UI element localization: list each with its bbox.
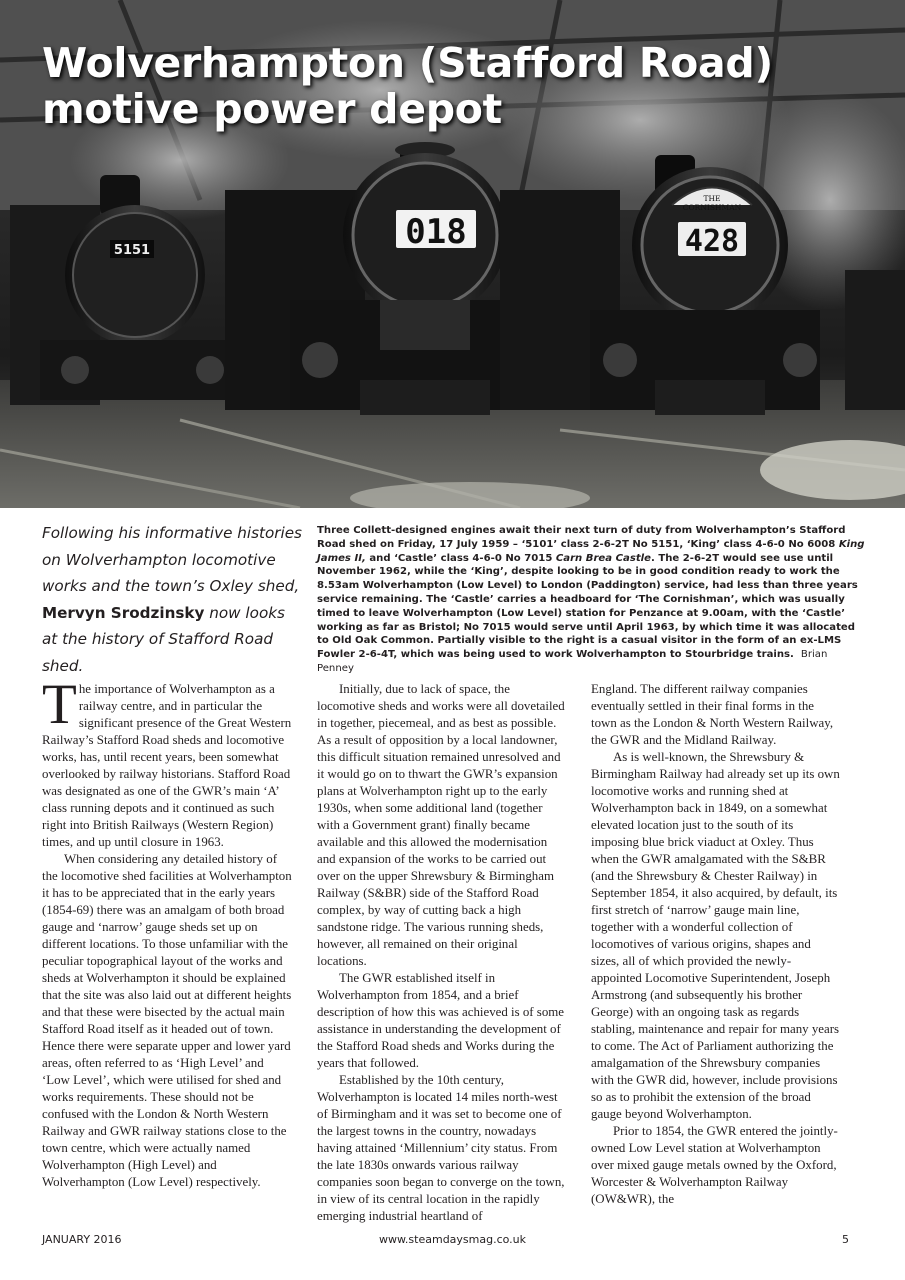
caption-text-3: . The 2-6-2T would see use until November 1962, while the ‘King’, despite looking to be in good condition ready to work the 8.53am Wolverhampton (Low Level) to London (Paddington) service, had less than three years service remaining. The ‘Castle’ carries a headboard for ‘The Cornishman’, which was usually timed to leave Wolverhampton (Low Level) station for Penzance at 9.00am, with the ‘Castle’ working as far as Bristol; No 7015 would serve until April 1963, by which time it was allocated to Old Oak Common. Partially visible to the right is a casual visitor in the form of an ex-LMS Fowler 2-6-4T, which was being used to work Wolverhampton to Stourbridge trains. <box>317 552 858 661</box>
footer-website: www.steamdaysmag.co.uk <box>378 1233 527 1246</box>
caption-loco-name-1: King James II, <box>317 538 865 564</box>
caption-text-1: Three Collett-designed engines await their next turn of duty from Wolverhampton’s Stafford Road shed on Friday, 17 July 1959 – ‘5101’ class 2-6-2T No 5151, ‘King’ class 4-6-0 No 6008 <box>317 525 846 550</box>
body-paragraph: Prior to 1854, the GWR entered the jointly-owned Low Level station at Wolverhampton over mixed gauge metals owned by the Oxford, Worcester & Wolverhampton Railway (OW&WR), the <box>591 1124 838 1206</box>
title-line-2: motive power depot <box>42 85 502 133</box>
paragraph-text: he importance of Wolverhampton as a railway centre, and in particular the significant presence of the Great Western Railway’s Stafford Road sheds and locomotive works, has, until recent years, been somewhat overlooked by railway historians. Stafford Road was designated as one of the GWR’s main ‘A’ class running depots and it continued as such right into British Railways (Western Region) times, and up until closure in 1963. <box>42 682 292 849</box>
page-title <box>42 40 773 132</box>
smokebox-number-428: 428 <box>684 224 740 259</box>
body-paragraph: The GWR established itself in Wolverhampton from 1854, and a brief description of how this was achieved is of some assistance in understanding the development of the Stafford Road sheds and Works during the years that followed. <box>317 971 565 1070</box>
standfirst-text-2: now looks at the history of Stafford Road shed. <box>42 603 285 675</box>
body-column-1 <box>42 673 292 1191</box>
smokebox-number-018: 018 <box>405 212 467 252</box>
body-column-3 <box>591 681 841 1208</box>
body-column-2 <box>317 681 567 1225</box>
headboard-text-cornishman: CORNISHMAN <box>682 203 742 212</box>
drop-cap: T <box>42 673 77 736</box>
body-paragraph: Initially, due to lack of space, the locomotive sheds and works were all dovetailed in together, piecemeal, and as best as possible. As a result of opposition by a local landowner, this difficult situation remained unresolved and it would go on to thwart the GWR’s expansion plans at Wolverhampton right up to the early 1930s, when some additional land (together with a Government grant) finally became available and this allowed the modernisation and expansion of the works to be carried out over on the upper Shrewsbury & Birmingham Railway (S&BR) side of the Stafford Road complex, by way of cutting back a high sandstone ridge. The various running sheds, however, all remained on their original locations. <box>317 682 565 968</box>
body-paragraph: Established by the 10th century, Wolverhampton is located 14 miles north-west of Birmingham and it was set to become one of the largest towns in the country, nowadays having attained ‘Millennium’ city status. From the late 1830s onwards various railway companies soon began to converge on the town, in view of its central location in the rapidly emerging industrial heartland of <box>317 1073 565 1223</box>
caption-loco-name-2: Carn Brea Castle <box>555 552 651 564</box>
body-paragraph <box>42 673 292 851</box>
author-name: Mervyn Srodzinsky <box>42 603 205 622</box>
title-line-1: Wolverhampton (Stafford Road) <box>42 39 773 87</box>
standfirst <box>42 520 304 679</box>
photo-credit: Brian Penney <box>317 649 828 674</box>
standfirst-text-1: Following his informative histories on Wolverhampton locomotive works and the town’s Oxley shed, <box>42 524 302 595</box>
hero-photo <box>0 0 905 508</box>
footer-issue-date: JANUARY 2016 <box>42 1233 122 1246</box>
caption-text-2: and ‘Castle’ class 4-6-0 No 7015 <box>365 552 556 564</box>
body-paragraph: England. The different railway companies eventually settled in their final forms in the town as the London & North Western Railway, the GWR and the Midland Railway. <box>591 682 834 747</box>
page-number: 5 <box>842 1233 849 1246</box>
body-paragraph: When considering any detailed history of the locomotive shed facilities at Wolverhampton it has to be appreciated that in the early years (1854-69) there was an amalgam of both broad gauge and ‘narrow’ gauge sheds set up on different locations. To those unfamiliar with the peculiar topographical layout of the works and sheds at Wolverhampton it should be explained that the site was also laid out at different heights and that these were bisected by the actual main Stafford Road itself as it headed out of town. Hence there were separate upper and lower yard areas, often referred to as ‘High Level’ and ‘Low Level’, which were utilised for shed and works requirements. These should not be confused with the London & North Western Railway and GWR railway stations close to the town centre, which were actually named Wolverhampton (High Level) and Wolverhampton (Low Level) respectively. <box>42 852 292 1189</box>
body-paragraph: As is well-known, the Shrewsbury & Birmingham Railway had already set up its own locomotive works and running shed at Wolverhampton back in 1849, on a somewhat elevated location just to the south of its imposing blue brick viaduct at Oxley. Thus when the GWR amalgamated with the S&BR (and the Shrewsbury & Chester Railway) in September 1854, it also acquired, by default, its first stretch of ‘narrow’ gauge main line, together with a wonderful collection of locomotives of various origins, shapes and sizes, all of which provided the newly-appointed Locomotive Superintendent, Joseph Armstrong (and subsequently his brother George) with an ongoing task as regards stabling, maintenance and repair for many years to come. The Act of Parliament authorizing the amalgamation of the Shrewsbury companies with the GWR did, however, include provisions so as to prohibit the extension of the broad gauge beyond Wolverhampton. <box>591 750 840 1121</box>
photo-caption <box>317 524 865 676</box>
smokebox-number-5151: 5151 <box>113 243 151 258</box>
headboard-text-the: THE <box>703 194 721 203</box>
